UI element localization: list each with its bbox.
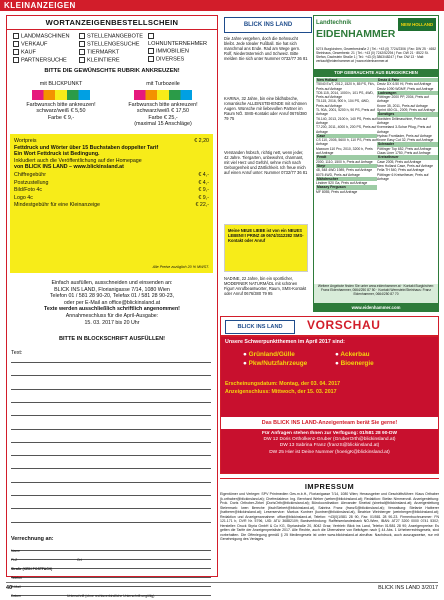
ad-list-item: Pöttinger Top 652, Preis auf Anfrage — [377, 146, 432, 151]
classified-ad-2: KARINA, 32 Jahre, bin eine bildhübsche, romantische ALLEINSTEHENDE mit schönen Augen. Wünsche mir liebevollen Partner im Raum NÖ. SMS-Kontakt oder Anruf 0676/380 79 75 — [224, 96, 307, 122]
topic-label: Grünland/Gülle — [248, 351, 295, 358]
classified-ad-4: NADINE, 22 Jahre, bin ein sportlicher, MODERNER NATURMÄDL mit schönen Figur! Anrufbeantworter, Raum, SMS-Kontakt oder Anruf 0676/380 79 95 — [224, 276, 307, 297]
eidenhammer-logo-main: EIDENHAMMER — [316, 28, 396, 40]
ad-list-item: Hydrac Frontlader, Preis auf Anfrage — [377, 133, 432, 138]
send-line: Texte werden ausschließlich schriftlich angenommen! — [44, 306, 180, 313]
option-turbozeile-price: Farbe € 25,- — [148, 114, 178, 121]
category-label: KLEINTIERE — [87, 57, 120, 64]
impressum-text: Eigentümer und Verleger: SPV Printmedien Ges.m.b.H., Florianigasse 7/14, 1080 Wien; Herausgeber und Geschäftsführer: Klaus Orthaber (k.orthaber@blickinsland.at); Chefredakteur: Ing. Bernhard Weber (weber@blickinsland.at); Redaktion: Stefan Nimmervoll. Anzeigenleitung: Prok. Doris Orthober-Zirkel (DorisOrth@blickinsland.at); Bürokoordination: Alexander Sinebal (sinebal@blickinsland.at); Anzeigenleitung Steiermark: Iwen Bereche (tischSiebert@blickinsland.at), Sabrina Franz (franzS@blickinsland.at); Verwaltung: Stefanie Hatberer (hatberer@blickinsland.at); Leserservice: Markus Kuntner (kuntner@blickinsland.at), Beatrice Weinberger (weinberger@blickinsland.at); Redaktion und Anzeigenannahme: office@blickinsland.at, Telefon: +43(0)1/581 28 90, Fax: 01/581 28 90-23. Firmenbuchnummer: FN 121.171 b, DVR Nr. 5796, UID: ATU 36882109; Bankverbindung: Raiffeisenlandesbank NÖ-Wien, IBAN: AT27 3200 0000 0741 5302; Hersteller: Druck Styria GmbH & Co KG, Styriastraße 20, 8042 Graz; Vertrieb: Blick ins Land, Telefon 01/581 28 90; Anzeigenpreise: Es gelten die Tarife der Anzeigenpreisliste 2017. Alle Rechte, auch die Übernahme von Beiträgen nach § 44 Abs. 1 Urheberrechtsgesetz, sind vorbehalten. Die Offenlegung gemäß § 25 Mediengesetz ist unter www.blickinsland.at abrufbar. Nachdruck, auch auszugsweise, nur mit Genehmigung des Verlages. — [220, 492, 439, 542]
category-option[interactable] — [148, 56, 213, 64]
ad-list-item: New Holland Case, Preis auf Anfrage — [377, 163, 433, 168]
color-swatch-blickpunkt — [32, 90, 90, 100]
option-turbozeile-colors: schwarz/weiß € 17,50 — [136, 108, 190, 115]
ad-list-right — [377, 78, 438, 181]
price-label: Postzustellung — [14, 179, 49, 186]
category-option[interactable] — [13, 49, 70, 57]
topic-item — [335, 359, 374, 368]
new-holland-badge: NEW HOLLAND — [398, 18, 436, 31]
ad-list-heading: Massey Ferguson — [316, 185, 377, 189]
option-blickpunkt[interactable] — [11, 81, 111, 121]
send-line: 15. 03. 2017 bis 20 Uhr — [84, 319, 140, 326]
ad-list-item: Nordsten Drillmaschine, Preis auf Anfrage — [377, 116, 428, 125]
ad-list-item: 8075 4WD, Preis auf Anfrage — [316, 172, 360, 177]
write-line[interactable] — [11, 455, 211, 456]
price-line — [14, 138, 209, 145]
eidenhammer-ad — [313, 15, 439, 304]
checkbox[interactable] — [79, 57, 85, 63]
text-label: Text: — [11, 350, 23, 356]
checkbox[interactable] — [13, 57, 19, 63]
ad-list-item: Sprint 450 GL, 2009, Preis auf Anfrage — [377, 108, 436, 113]
ad-footer: Weitere Angebote finden Sie unter www.eidenhammer.at · Kontakt Burgkirchen: Franz Eidenhammer, 0664/250 87 50 · Kontakt Wernstein/Steinhaus: Franz Eidenhammer, 0664/250 87 70 — [314, 284, 438, 303]
field-line[interactable] — [11, 577, 211, 578]
ad-list-item: Krone Easy Cut 32, Preis auf Anfrage — [377, 138, 434, 143]
category-option[interactable] — [79, 49, 143, 57]
blick-ins-land-logo-text: BLICK INS LAND — [243, 22, 293, 28]
highlighted-classified-ad — [224, 224, 308, 272]
impressum-title: IMPRESSUM — [304, 482, 355, 491]
ad-list-heading: Steyr — [316, 164, 377, 168]
category-option[interactable] — [79, 57, 143, 65]
category-label: LANDMASCHINEN — [21, 33, 70, 40]
category-option[interactable] — [79, 33, 143, 41]
price-line — [14, 145, 209, 152]
ad-list-item: TL 90A, 2001, 5200 h, 90 PS, Preis auf Anfrage — [316, 108, 375, 117]
ad-list-item: Pöttinger 2000 PP, 2004, Preis auf Anfrage — [377, 95, 429, 104]
vorschau-box — [220, 316, 439, 474]
ad-list-item: T6.140, 2013, 2100 h, 140 PS, Preis auf Anfrage — [316, 116, 377, 125]
topic-bullet-icon: ● — [335, 360, 341, 367]
ad-list-heading: Fendt — [316, 155, 377, 159]
block-letters-prompt: BITTE IN BLOCKSCHRIFT AUSFÜLLEN! — [58, 336, 166, 342]
price-label: Logo 4c — [14, 194, 33, 201]
checkbox[interactable] — [79, 41, 85, 47]
color-swatch-turbozeile — [134, 90, 192, 100]
topics-left — [243, 350, 307, 368]
field-label: Datum — [11, 594, 21, 598]
option-blickpunkt-price: Farbe € 9,- — [47, 114, 75, 121]
category-column-1 — [13, 33, 70, 65]
ad-list-heading: Kreiselheuer — [377, 155, 438, 159]
topic-label: Bioenergie — [340, 360, 374, 367]
category-label: IMMOBILIEN — [156, 48, 189, 55]
option-blickpunkt-title: mit BLICKPUNKT — [39, 81, 83, 87]
checkbox[interactable] — [148, 48, 154, 54]
write-line[interactable] — [11, 442, 211, 443]
price-lines — [14, 138, 209, 209]
field-label: Name — [11, 549, 21, 553]
price-line — [14, 158, 209, 165]
page-footer — [6, 585, 438, 595]
billing-label: Verrechnung an: — [11, 536, 54, 542]
price-value: € 4,- — [198, 179, 209, 186]
price-line — [14, 172, 209, 179]
send-line: oder per E-Mail an office@blickinsland.at — [63, 299, 161, 306]
price-line — [14, 187, 209, 194]
checkbox[interactable] — [148, 33, 154, 39]
ad-list-heading: Schwader — [377, 142, 438, 146]
send-instructions — [7, 280, 217, 326]
price-line — [14, 164, 209, 171]
ad-list-heading: Mähdrescher — [316, 177, 377, 181]
option-turbozeile[interactable] — [113, 81, 213, 128]
ad-list-heading: New Holland — [316, 78, 377, 82]
vorschau-contact-line: DW 25 Hier ist Deine Nummer (hoerigK@blickinsland.at) — [269, 449, 390, 455]
write-line[interactable] — [11, 375, 211, 376]
checkbox[interactable] — [13, 33, 19, 39]
category-label: KAUF — [21, 49, 36, 56]
classified-ad-3: Verstanden hübsch, richtig nett, wenn jeder, 42 Jahre. Tiergarten, unbewohnt, charmant, mit viel Herz und Gefühl, sehne mich nach Geborgenheit und Zärtlichkeit. Ich freue mich auf einen Anruf unter: Nummer 0732/77 36 81 — [224, 150, 308, 176]
field-label: E-Mail — [11, 585, 21, 589]
vorschau-title: VORSCHAU — [307, 318, 381, 332]
category-label: TIERMARKT — [87, 49, 120, 56]
section-title: KLEINANZEIGEN — [4, 1, 76, 10]
category-option[interactable] — [13, 57, 70, 65]
price-value: € 9,- — [198, 194, 209, 201]
vorschau-contacts — [225, 431, 434, 456]
category-option[interactable] — [13, 41, 70, 49]
write-line[interactable] — [11, 495, 211, 496]
category-option[interactable] — [148, 48, 213, 56]
ad-list-item: CS 110, 2005, 5600 h, 110 PS, Preis auf Anfrage — [316, 138, 377, 147]
ad-list-item: TD5.115, 2014, 1000 h, 101 PS, 4WD, Preis auf Anfrage — [316, 90, 374, 100]
field-label: PLZ — [11, 558, 18, 562]
ad-footer-bar[interactable]: www.eidenhammer.com — [313, 304, 439, 312]
rubric-prompt: BITTE DIE GEWÜNSCHTE RUBRIK ANKREUZEN! — [44, 68, 180, 74]
category-label: PARTNERSUCHE — [21, 57, 67, 64]
price-value: € 4,- — [198, 171, 209, 178]
field-label: Ort — [77, 558, 82, 562]
topic-item — [243, 359, 307, 368]
option-blickpunkt-desc: Farbwunsch bitte ankreuzen! — [26, 101, 96, 108]
vorschau-cta: Das BLICK INS LAND-Anzeigenteam berät Sie gerne! — [221, 417, 438, 429]
topic-bullet-icon: ● — [243, 360, 249, 367]
price-line — [14, 202, 209, 209]
ad-list-item: Maxxum 110 Pro, 2010, 3200 h, Preis auf Anfrage — [316, 146, 373, 156]
price-note: Alle Preise zuzüglich 20 % MWST. — [152, 265, 209, 269]
vorschau-date-release: Erscheinungsdatum: Montag, der 03. 04. 2017 — [225, 381, 341, 387]
ad-list-item: Fella TH 540, Preis auf Anfrage — [377, 168, 425, 173]
category-column-2 — [79, 33, 143, 65]
category-label: STELLENGESUCHE — [87, 41, 140, 48]
form-title: WORTANZEIGENBESTELLSCHEIN — [7, 16, 217, 30]
price-label: Inkludiert auch die Veröffentlichung auf der Homepage — [14, 157, 142, 164]
vorschau-heading: Unsere Schwerpunktthemen im April 2017 sind: — [225, 339, 345, 345]
price-label: von BLICK INS LAND – www.blickinsland.at — [14, 164, 124, 171]
classified-ad-1: Die Jahre vergehen, doch die Sehnsucht bleibt. Jede Idealer Fußball. Sie hat sich manchmal ans Ende. Rad am Wege gern. Rolf, Niederösterreich und Schweiz. Bitte melden Sie sich unter Nummer 0732/77 36 81 — [224, 36, 308, 62]
write-line[interactable] — [11, 522, 211, 523]
vorschau-contact-line: DW 13 Sabrina Franz (franzS@blickinsland.at) — [279, 443, 380, 449]
ad-address: 5274 Burgkirchen, Gewerbestraße 2 | Tel.: +43 (0) 7724/2306 | Fax: DW 25 · 4652 Steinhaus, Gewerbestr. 21 | Tel.: +43 (0) 7242/52294 | Fax: DW 21 · 8522 St. Stefan, Dachstein Straße 1 | Tel.: +43 (0) 3863/48247 | Fax: DW 13 · Mail: verkauf@eidenhammer.at | www.eidenhammer.at — [316, 47, 437, 64]
impressum — [220, 478, 439, 579]
ad-list-item: 48, 548 4WD 1989, Preis auf Anfrage — [316, 168, 373, 173]
write-line[interactable] — [11, 389, 211, 390]
price-label: Bild/Foto 4c — [14, 187, 42, 194]
vorschau-date-deadline: Anzeigenschluss: Mittwoch, der 15. 03. 2017 — [225, 389, 337, 395]
topic-bullet-icon: ● — [243, 351, 249, 358]
price-label: Mindestgebühr für eine Kleinanzeige — [14, 202, 100, 209]
ad-list-heading: Ladewagen — [377, 91, 438, 95]
field-line[interactable] — [11, 550, 211, 551]
topic-item — [335, 350, 374, 359]
price-label: Wortpreis — [14, 138, 37, 144]
ad-list-item: Kverneland 3-Schar Pflug, Preis auf Anfrage — [377, 125, 431, 134]
category-option[interactable] — [13, 33, 70, 41]
ad-list-item: Deutz DX 6.50 HI, Preis auf Anfrage — [377, 82, 432, 87]
issue-label: BLICK INS LAND 3/2017 — [378, 585, 438, 591]
vorschau-header — [221, 317, 438, 337]
option-turbozeile-title: mit Turbozeile — [146, 81, 180, 87]
ad-list-item: 2000, 1110, 1500 h, Preis auf Anfrage — [316, 159, 373, 164]
send-line: Einfach ausfüllen, ausschneiden und einsenden an: — [51, 280, 173, 286]
send-line: Telefon 01 / 581 28 90-20, Telefax 01 / 581 28 90-23, — [49, 293, 175, 300]
eidenhammer-logo-top: Landtechnik — [316, 20, 352, 26]
checkbox[interactable] — [79, 33, 85, 39]
option-turbozeile-note: (maximal 15 Anschläge) — [134, 121, 192, 128]
write-line[interactable] — [11, 468, 211, 469]
field-line[interactable] — [11, 559, 211, 560]
field-label: Unterschrift (ohne rechtsverbindliche Unterschrift ungültig) — [67, 594, 155, 598]
ad-list-heading: Sonstiges — [377, 112, 438, 116]
ad-bar: TOP GEBRAUCHTE AUS BURGKIRCHEN — [314, 69, 438, 77]
price-value: € 2,20 — [194, 138, 209, 144]
section-header-bar — [0, 0, 444, 11]
price-line — [14, 180, 209, 187]
topic-bullet-icon: ● — [335, 351, 341, 358]
option-blickpunkt-colors: schwarz/weiß € 5,50 — [36, 108, 86, 115]
checkbox[interactable] — [13, 49, 19, 55]
ad-list-item: T7.200, 2011, 4000 h, 200 PS, Preis auf Anfrage — [316, 125, 377, 134]
field-label: Straße (KEIN POSTFACH) — [11, 567, 53, 571]
price-label: Fettdruck und Wörter über 15 Buchstaben doppelter Tarif — [14, 144, 159, 151]
category-label: DIVERSES — [156, 56, 185, 63]
blick-ins-land-logo — [224, 17, 312, 33]
checkbox[interactable] — [79, 49, 85, 55]
category-label: STELLENANGEBOTE — [87, 33, 143, 40]
vorschau-logo: BLICK INS LAND — [225, 320, 295, 334]
ad-list-heading: Deutz & Fahr — [377, 78, 438, 82]
price-label: Chiffregebühr — [14, 171, 46, 178]
price-value: € 9,- — [198, 187, 209, 194]
write-line[interactable] — [11, 402, 211, 403]
topics-right — [335, 350, 374, 368]
checkbox[interactable] — [13, 41, 19, 47]
topic-label: Pkw/Nutzfahrzeuge — [248, 360, 308, 367]
ad-list-item: T5040 Ec/T, 2012, 1520 h, 85 PS, Fkh., Preis auf Anfrage — [316, 82, 376, 91]
footer-rule — [6, 582, 438, 583]
price-line — [14, 151, 209, 158]
ad-list-item: MF 8055, Preis auf Anfrage — [316, 189, 358, 194]
send-line: BLICK INS LAND, Florianigasse 7/14, 1080 Wien — [54, 286, 170, 293]
write-line[interactable] — [11, 362, 211, 363]
topic-item — [243, 350, 307, 359]
option-turbozeile-desc: Farbwunsch bitte ankreuzen! — [128, 101, 198, 108]
price-label: Ein Wort Fettdruck ist Bedingung. — [14, 151, 100, 158]
send-line: Annahmeschluss für die April-Ausgabe: — [65, 312, 159, 319]
page-number: 46 — [6, 585, 12, 591]
ad-list-item: Krone 35, 2011, Preis auf Anfrage — [377, 103, 428, 108]
highlighted-classified-text: Meine NEUE LIEBE ist von ein NEUES LEBEN!!! PRINZ 49 0674/3112282 SMS-Kontakt oder Anruf — [228, 228, 304, 244]
vorschau-contact-line: DW 12 Doris Ortholkenz-Gruber (GruberOrth@blickinsland.at) — [263, 437, 396, 443]
ad-list-item: Claas Liner 1750, Preis auf Anfrage — [377, 151, 431, 156]
field-label: Telefon — [11, 576, 22, 580]
ad-list-item: Deutz 1090 WDMF, Preis auf Anfrage — [377, 86, 434, 91]
ad-list-item: Pöttinger 6 Kreiselheuer, Preis auf Anfrage — [377, 172, 429, 181]
write-line[interactable] — [11, 508, 211, 509]
category-label: VERKAUF — [21, 41, 48, 48]
category-column-3 — [148, 33, 213, 64]
checkbox[interactable] — [148, 56, 154, 62]
price-box — [10, 134, 213, 273]
write-line[interactable] — [11, 429, 211, 430]
ad-list-left — [316, 78, 377, 194]
vorschau-contact-line: Für Anfragen stehen Ihnen zur Verfügung: 01/581 28 90-DW — [262, 431, 397, 436]
topic-label: Ackerbau — [340, 351, 370, 358]
ad-list-item: Case 2005, Preis auf Anfrage — [377, 159, 422, 164]
price-value: € 22,- — [195, 202, 209, 209]
eidenhammer-logo — [316, 18, 395, 40]
price-line — [14, 195, 209, 202]
write-line[interactable] — [11, 482, 211, 483]
category-option[interactable] — [79, 41, 143, 49]
ad-list-item: Lindner 520 Ga, Preis auf Anfrage — [316, 181, 368, 186]
category-label: LOHNUNTERNEHMER — [148, 40, 208, 47]
ad-list-heading: Case — [316, 134, 377, 138]
ad-list-item: T5.115, 2016, 900 h, 104 PS, 4WD, Preis auf Anfrage — [316, 99, 370, 108]
write-line[interactable] — [11, 415, 211, 416]
category-option[interactable] — [148, 33, 213, 48]
ad-header — [314, 16, 438, 46]
